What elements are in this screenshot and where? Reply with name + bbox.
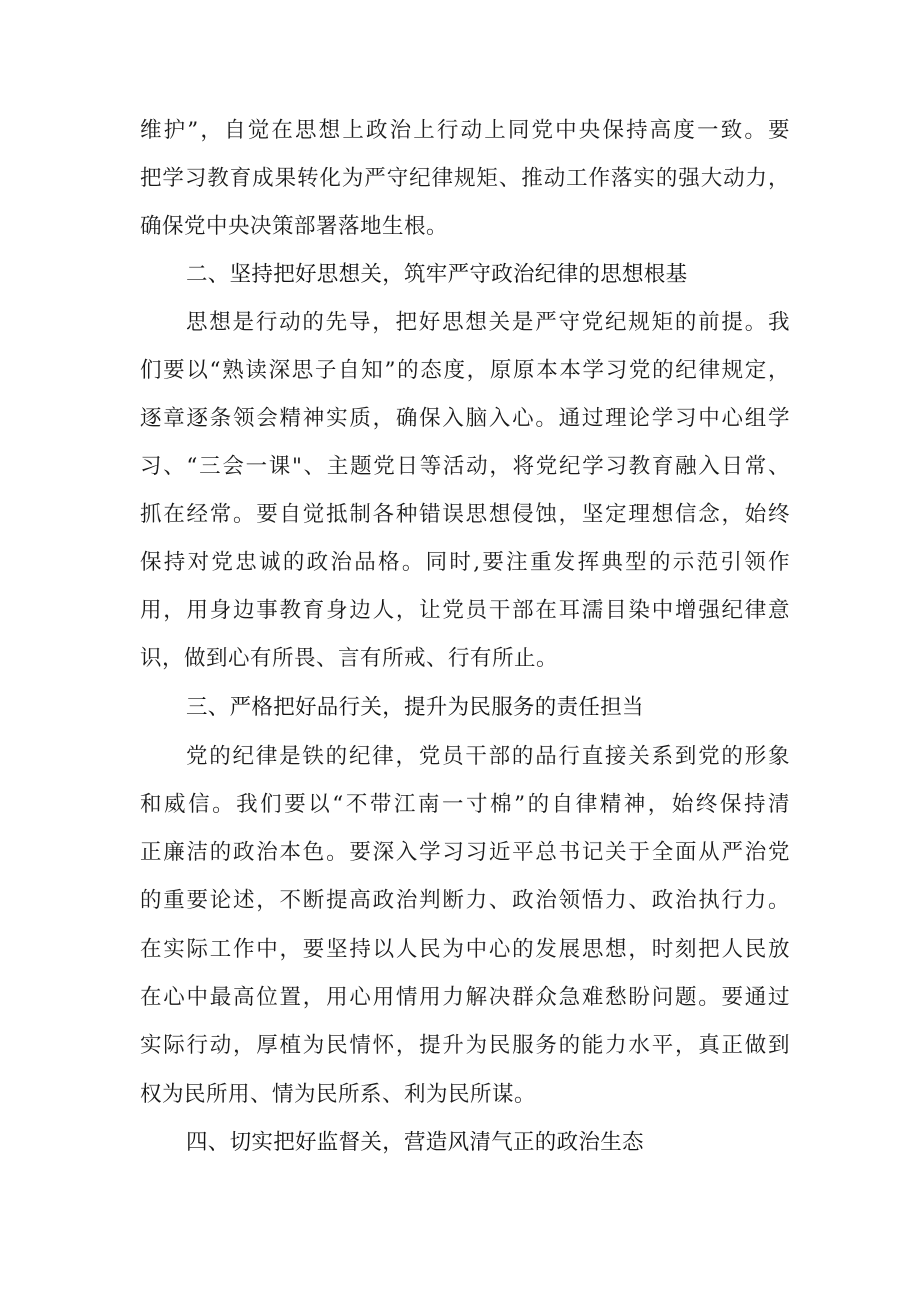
- paragraph-line: 党的纪律是铁的纪律，党员干部的品行直接关系到党的形象: [186, 744, 790, 769]
- paragraph-line: 在心中最高位置，用心用情用力解决群众急难愁盼问题。要通过: [140, 985, 790, 1010]
- paragraph-line: 和威信。我们要以“不带江南一寸棉”的自律精神，始终保持清: [140, 792, 790, 817]
- paragraph-line: 识，做到心有所畏、言有所戒、行有所止。: [140, 646, 559, 671]
- paragraph-line: 在实际工作中，要坚持以人民为中心的发展思想，时刻把人民放: [140, 937, 790, 962]
- paragraph-line: 维护”，自觉在思想上政治上行动上同党中央保持高度一致。要: [140, 118, 790, 143]
- paragraph-line: 权为民所用、情为民所系、利为民所谋。: [140, 1082, 537, 1107]
- section-heading-3: 三、严格把好品行关，提升为民服务的责任担当: [186, 695, 644, 720]
- paragraph-line: 把学习教育成果转化为严守纪律规矩、推动工作落实的强大动力，: [140, 166, 790, 191]
- section-heading-4: 四、切实把好监督关，营造风清气正的政治生态: [186, 1130, 644, 1155]
- paragraph-line: 保持对党忠诚的政治品格。同时,要注重发挥典型的示范引领作: [140, 550, 790, 575]
- paragraph-line: 们要以“熟读深思子自知”的态度，原原本本学习党的纪律规定，: [140, 358, 790, 383]
- paragraph-line: 思想是行动的先导，把好思想关是严守党纪规矩的前提。我: [186, 310, 790, 335]
- section-heading-2: 二、坚持把好思想关，筑牢严守政治纪律的思想根基: [186, 262, 688, 287]
- paragraph-line: 抓在经常。要自觉抵制各种错误思想侵蚀，坚定理想信念，始终: [140, 502, 790, 527]
- paragraph-line: 习、“三会一课"、主题党日等活动，将党纪学习教育融入日常、: [140, 454, 790, 479]
- paragraph-line: 实际行动，厚植为民情怀，提升为民服务的能力水平，真正做到: [140, 1033, 790, 1058]
- paragraph-line: 确保党中央决策部署落地生根。: [140, 214, 449, 239]
- paragraph-line: 逐章逐条领会精神实质，确保入脑入心。通过理论学习中心组学: [140, 406, 790, 431]
- paragraph-line: 用，用身边事教育身边人，让党员干部在耳濡目染中增强纪律意: [140, 598, 790, 623]
- paragraph-line: 正廉洁的政治本色。要深入学习习近平总书记关于全面从严治党: [140, 840, 790, 865]
- paragraph-line: 的重要论述，不断提高政治判断力、政治领悟力、政治执行力。: [140, 888, 790, 913]
